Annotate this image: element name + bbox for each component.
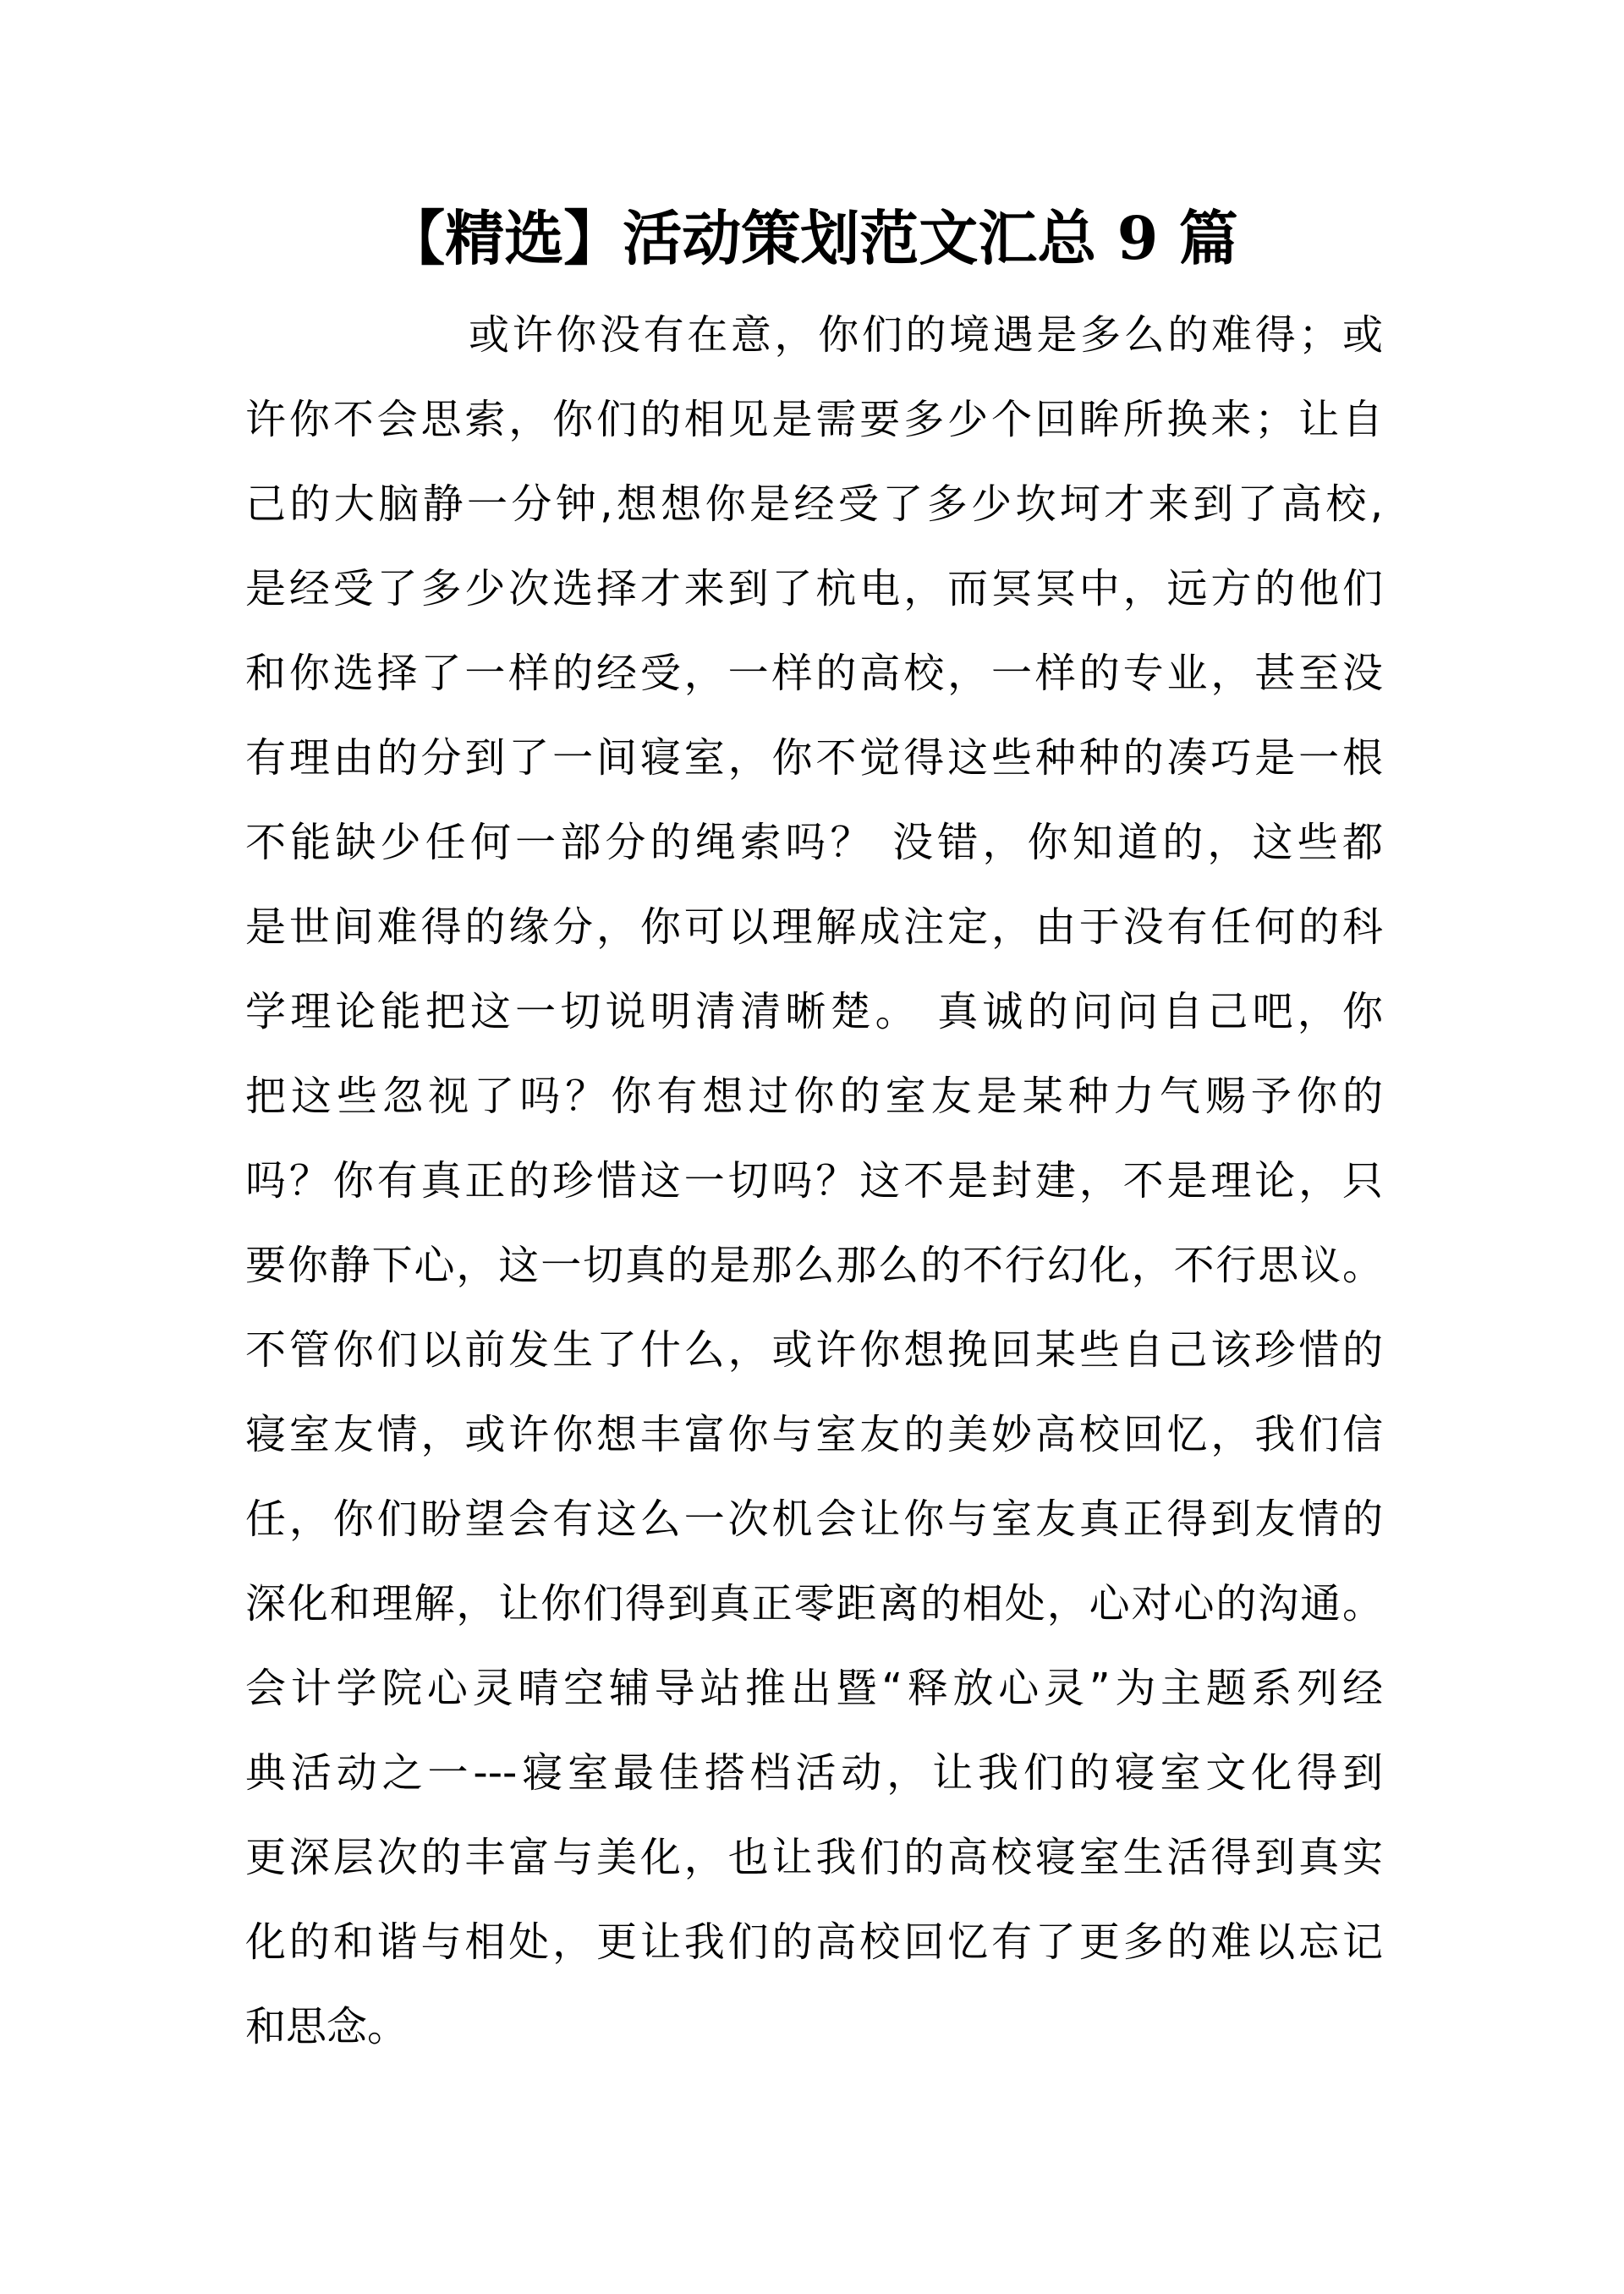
text-line: 会计学院心灵晴空辅导站推出暨“释放心灵”为主题系列经	[245, 1665, 1383, 1712]
text-line: 深化和理解，让你们得到真正零距离的相处，心对心的沟通。	[245, 1580, 1383, 1627]
text-line: 化的和谐与相处，更让我们的高校回忆有了更多的难以忘记	[245, 1918, 1383, 1966]
text-line: 不能缺少任何一部分的绳索吗？ 没错，你知道的，这些都	[245, 819, 1383, 866]
text-line: 吗？你有真正的珍惜这一切吗？这不是封建，不是理论，只	[245, 1157, 1383, 1205]
text-line: 许你不会思索，你们的相见是需要多少个回眸所换来；让自	[245, 396, 1383, 443]
text-line: 学理论能把这一切说明清清晰楚。 真诚的问问自己吧，你	[245, 988, 1383, 1035]
text-line: 更深层次的丰富与美化，也让我们的高校寝室生活得到真实	[245, 1834, 1383, 1881]
text-line: 把这些忽视了吗？你有想过你的室友是某种力气赐予你的	[245, 1073, 1383, 1120]
text-line: 寝室友情，或许你想丰富你与室友的美妙高校回忆，我们信	[245, 1411, 1383, 1458]
text-line: 或许你没有在意，你们的境遇是多么的难得；或	[469, 311, 1383, 359]
text-line: 和思念。	[245, 2003, 409, 2050]
text-line: 不管你们以前发生了什么，或许你想挽回某些自己该珍惜的	[245, 1326, 1383, 1374]
body-paragraph	[245, 293, 1383, 2069]
text-line: 任，你们盼望会有这么一次机会让你与室友真正得到友情的	[245, 1495, 1383, 1543]
text-line: 典活动之一---寝室最佳搭档活动，让我们的寝室文化得到	[245, 1749, 1383, 1797]
text-line: 是世间难得的缘分，你可以理解成注定，由于没有任何的科	[245, 903, 1383, 951]
text-line: 要你静下心，这一切真的是那么那么的不行幻化，不行思议。	[245, 1242, 1383, 1289]
text-line: 己的大脑静一分钟,想想你是经受了多少坎坷才来到了高校,	[245, 480, 1383, 528]
text-line: 是经受了多少次选择才来到了杭电，而冥冥中，远方的他们	[245, 565, 1383, 612]
text-line: 和你选择了一样的经受，一样的高校，一样的专业，甚至没	[245, 650, 1383, 697]
document-title: 【精选】活动策划范文汇总 9 篇	[386, 203, 1238, 273]
text-line: 有理由的分到了一间寝室，你不觉得这些种种的凑巧是一根	[245, 734, 1383, 782]
